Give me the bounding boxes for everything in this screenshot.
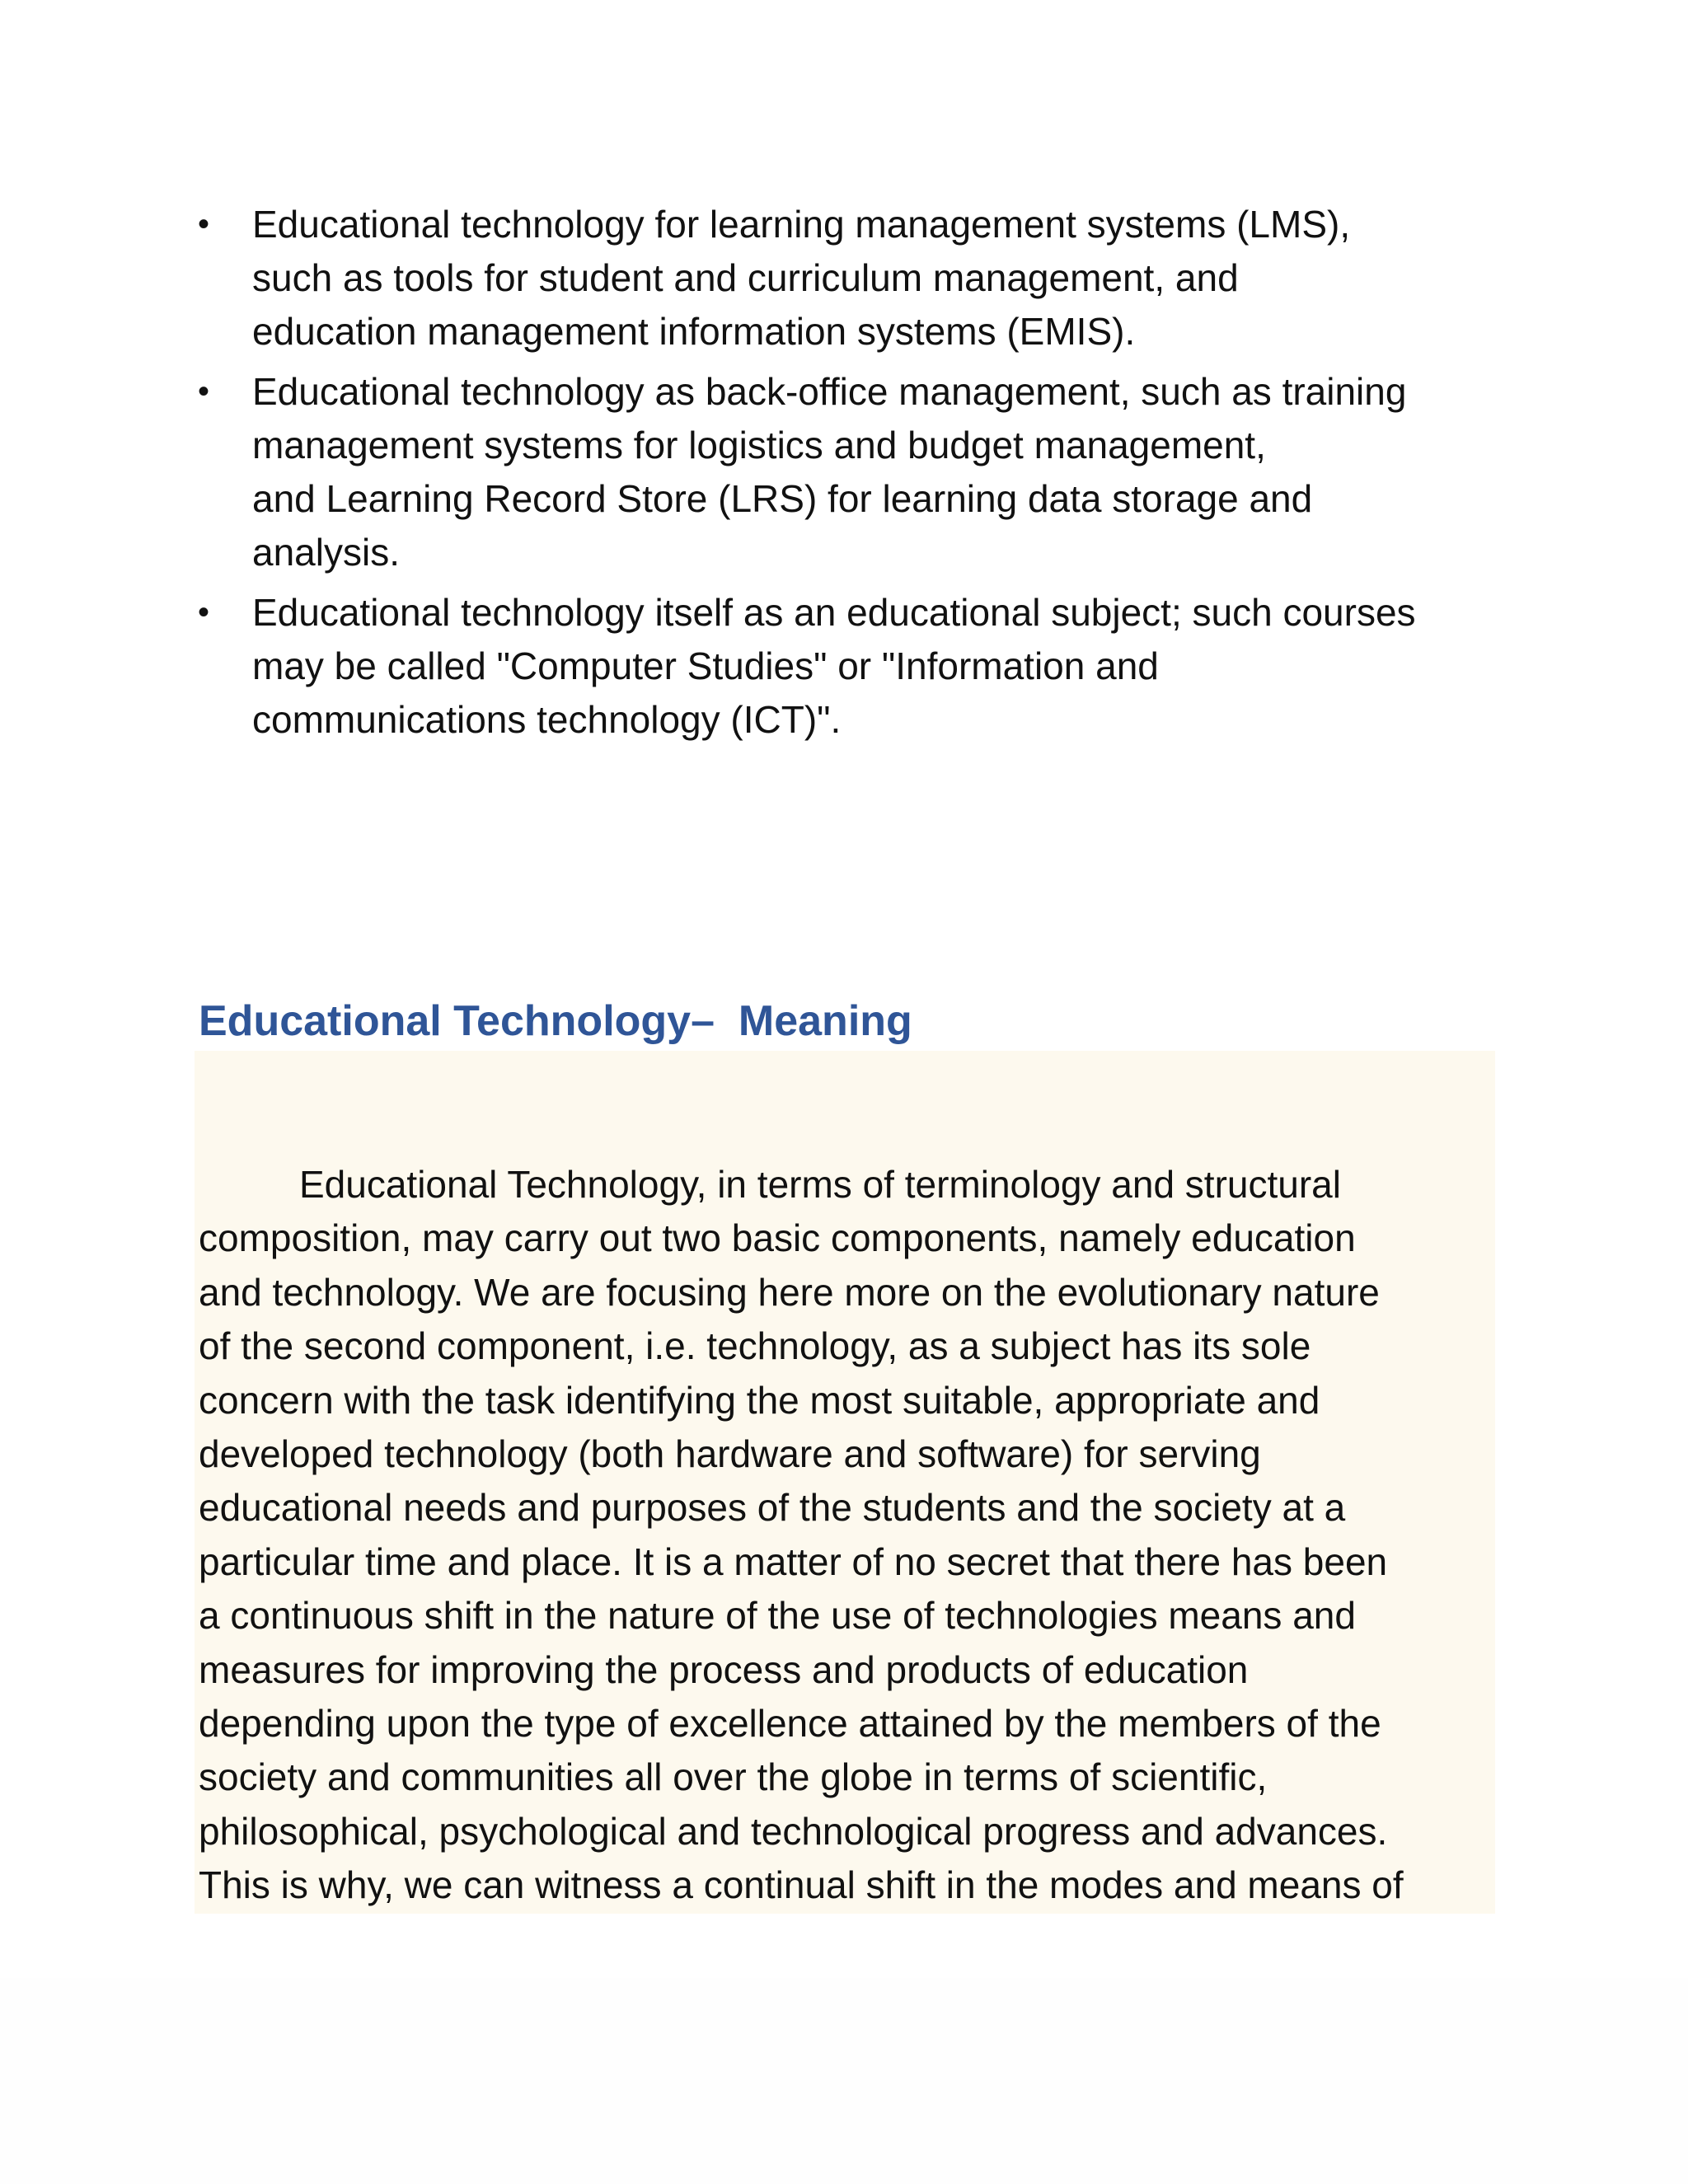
paragraph-line: developed technology (both hardware and software) for serving [199,1432,1261,1476]
bullet-text-line: may be called "Computer Studies" or "Information and [252,644,1159,687]
bullet-item-subject [195,586,1530,747]
bullet-list [195,198,1530,753]
paragraph-line: Educational Technology, in terms of terminology and structural [299,1163,1341,1206]
paragraph-line: depending upon the type of excellence attained by the members of the [199,1702,1381,1746]
section-heading: Educational Technology– Meaning [199,997,912,1045]
paragraph-line: particular time and place. It is a matter of no secret that there has been [199,1540,1388,1583]
bullet-text-line: analysis. [252,531,400,574]
paragraph-line: concern with the task identifying the most suitable, appropriate and [199,1378,1320,1422]
paragraph-line: and technology. We are focusing here more on the evolutionary nature [199,1270,1380,1314]
paragraph-line: measures for improving the process and products of education [199,1647,1249,1691]
bullet-text-line: communications technology (ICT)". [252,698,842,741]
paragraph-line: This is why, we can witness a continual shift in the modes and means of [199,1863,1404,1907]
paragraph-line: society and communities all over the globe in terms of scientific, [199,1755,1268,1799]
bullet-item-back-office [195,365,1530,579]
bullet-item-lms [195,198,1530,359]
bullet-text-line: Educational technology itself as an educational subject; such courses [252,591,1416,634]
bullet-text-line: and Learning Record Store (LRS) for learning data storage and [252,477,1313,520]
bullet-text-line: such as tools for student and curriculum management, and [252,256,1239,299]
paragraph-line: composition, may carry out two basic components, namely education [199,1216,1356,1260]
page-bottom-area [0,1978,1688,2184]
bullet-text-line: education management information systems (EMIS). [252,310,1136,353]
paragraph-line: of the second component, i.e. technology, as a subject has its sole [199,1324,1311,1368]
meaning-paragraph [199,1158,1517,1913]
bullet-text-line: Educational technology for learning management systems (LMS), [252,203,1351,246]
bullet-icon: • [198,206,210,242]
bullet-text-line: Educational technology as back-office management, such as training [252,370,1407,413]
bullet-icon: • [198,594,210,630]
paragraph-line: a continuous shift in the nature of the use of technologies means and [199,1594,1356,1638]
paragraph-line: philosophical, psychological and technological progress and advances. [199,1809,1388,1853]
bullet-icon: • [198,373,210,410]
bullet-text-line: management systems for logistics and budget management, [252,424,1266,466]
paragraph-line: educational needs and purposes of the students and the society at a [199,1486,1346,1530]
